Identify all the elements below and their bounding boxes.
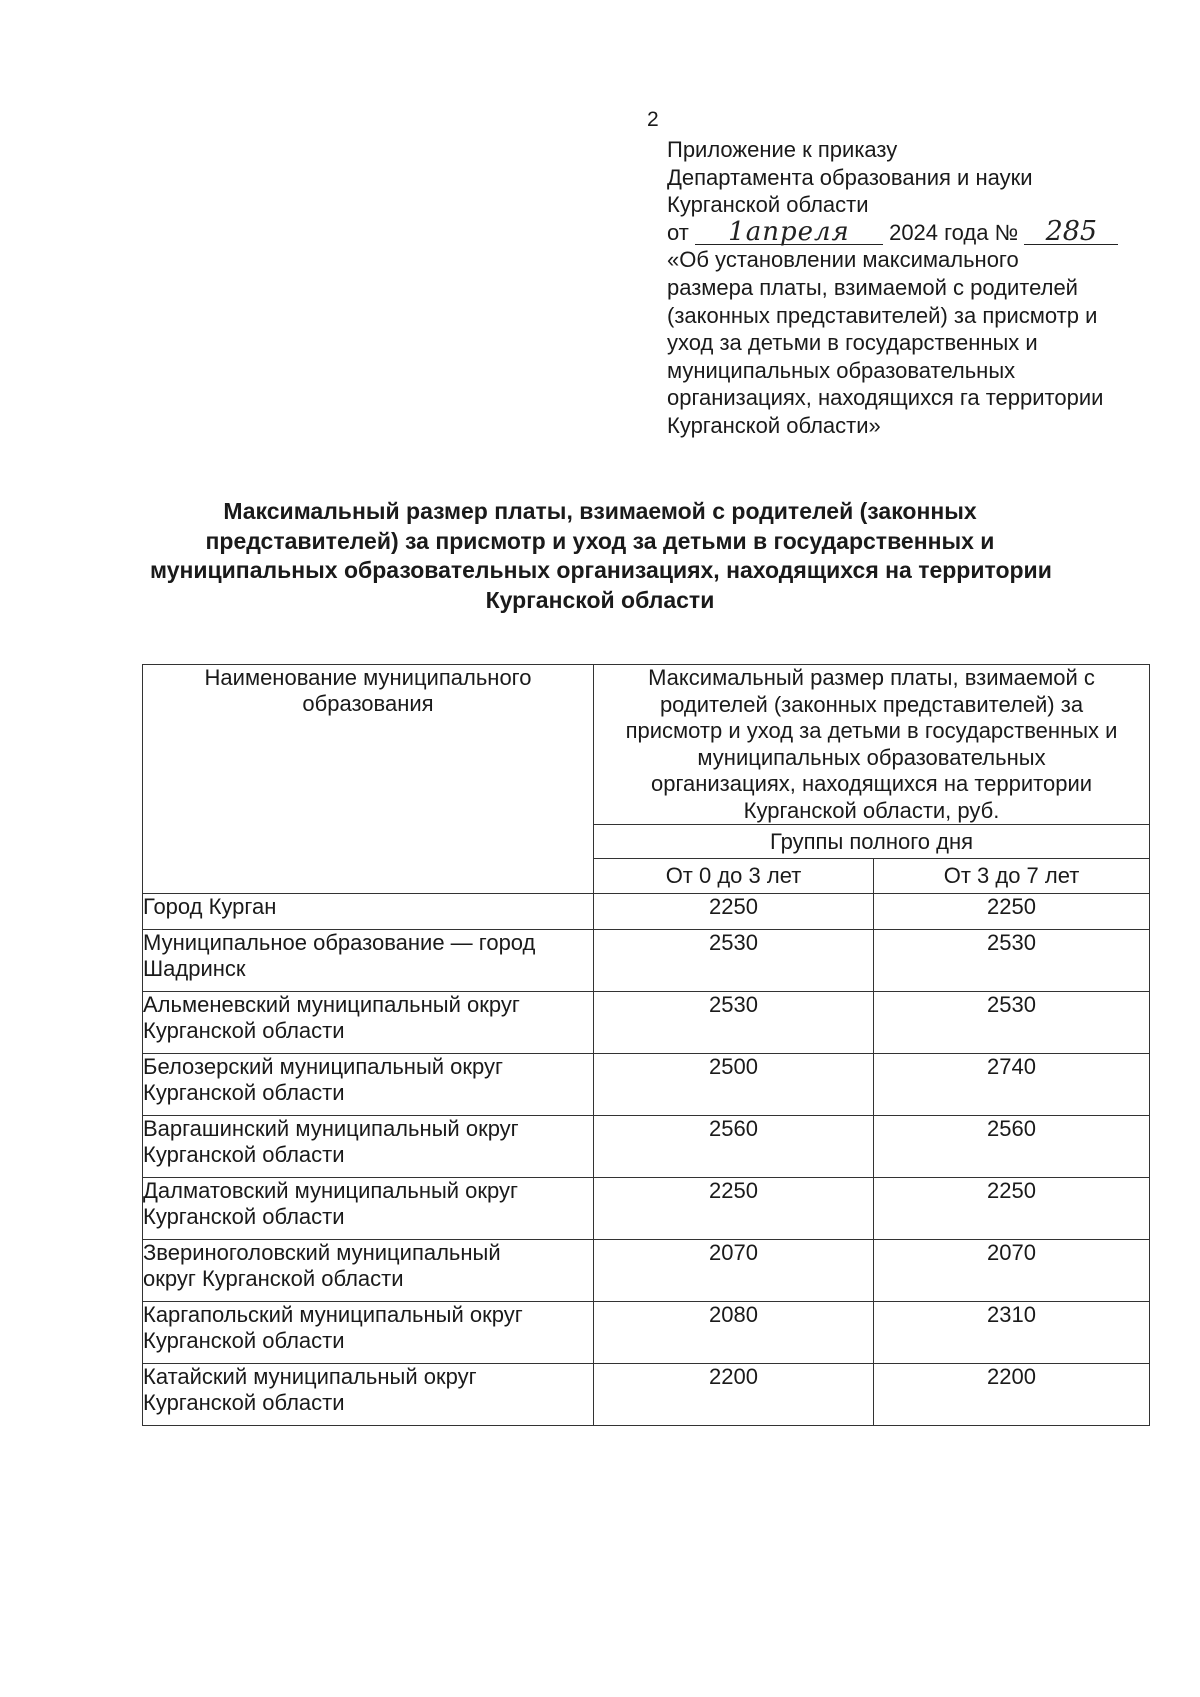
date-prefix: от bbox=[667, 219, 689, 245]
municipality-name-cell bbox=[143, 1240, 594, 1302]
order-title-line: «Об установлении максимального bbox=[667, 247, 1019, 273]
municipality-name-line: Курганской области bbox=[143, 1390, 345, 1415]
municipality-name-cell bbox=[143, 1116, 594, 1178]
municipality-name-line: Курганской области bbox=[143, 1080, 345, 1105]
municipality-name-cell bbox=[143, 992, 594, 1054]
group-header: Группы полного дня bbox=[594, 825, 1150, 859]
age-3-7-header: От 3 до 7 лет bbox=[874, 859, 1150, 894]
fee-age-3-7-cell: 2070 bbox=[874, 1240, 1150, 1302]
order-title-line: организациях, находящихся га территории bbox=[667, 385, 1104, 411]
order-date-line bbox=[667, 215, 1167, 247]
municipality-name-line: Звериноголовский муниципальный bbox=[143, 1240, 501, 1265]
fee-age-3-7-cell: 2560 bbox=[874, 1116, 1150, 1178]
fee-age-3-7-cell: 2200 bbox=[874, 1364, 1150, 1426]
municipality-name-line: Белозерский муниципальный округ bbox=[143, 1054, 504, 1079]
appendix-line-1: Приложение к приказу bbox=[667, 137, 898, 162]
table-row bbox=[143, 930, 1150, 992]
municipality-name-line: округ Курганской области bbox=[143, 1266, 404, 1291]
fee-header-line: родителей (законных представителей) за bbox=[659, 691, 1084, 717]
municipality-header-line: образования bbox=[302, 691, 434, 716]
handwritten-order-number: 285 bbox=[1024, 220, 1118, 245]
document-title-line: представителей) за присмотр и уход за детьми в государственных и bbox=[205, 527, 995, 554]
table-row bbox=[143, 1178, 1150, 1240]
year-text: 2024 года № bbox=[889, 219, 1019, 245]
municipality-name-cell bbox=[143, 1178, 594, 1240]
document-title-line: Курганской области bbox=[485, 586, 715, 613]
table-row bbox=[143, 894, 1150, 930]
fee-age-3-7-cell: 2250 bbox=[874, 1178, 1150, 1240]
municipality-name-line: Муниципальное образование — город bbox=[143, 930, 536, 955]
appendix-block bbox=[667, 136, 1167, 440]
municipality-name-line: Курганской области bbox=[143, 1142, 345, 1167]
municipality-name-line: Катайский муниципальный округ bbox=[143, 1364, 477, 1389]
fee-age-0-3-cell: 2530 bbox=[594, 992, 874, 1054]
municipality-name-line: Город Курган bbox=[143, 894, 277, 919]
table-row bbox=[143, 1302, 1150, 1364]
table-row bbox=[143, 992, 1150, 1054]
municipality-name-cell bbox=[143, 1054, 594, 1116]
fee-header-line: организациях, находящихся на территории bbox=[650, 771, 1093, 796]
fee-age-3-7-cell: 2250 bbox=[874, 894, 1150, 930]
municipality-name-cell bbox=[143, 1364, 594, 1426]
municipality-header-line: Наименование муниципального bbox=[204, 665, 532, 690]
municipality-name-cell bbox=[143, 1302, 594, 1364]
municipality-name-line: Далматовский муниципальный округ bbox=[143, 1178, 519, 1203]
municipality-name-line: Курганской области bbox=[143, 1204, 345, 1229]
municipality-name-cell bbox=[143, 930, 594, 992]
fee-age-0-3-cell: 2250 bbox=[594, 894, 874, 930]
document-title-line: Максимальный размер платы, взимаемой с родителей (законных bbox=[223, 498, 977, 524]
order-title-line: муниципальных образовательных bbox=[667, 357, 1016, 383]
table-row bbox=[143, 1364, 1150, 1426]
order-title-line: размера платы, взимаемой с родителей bbox=[667, 274, 1078, 300]
age-0-3-header: От 0 до 3 лет bbox=[594, 859, 874, 894]
appendix-line-2: Департамента образования и науки bbox=[667, 164, 1033, 190]
fee-age-0-3-cell: 2530 bbox=[594, 930, 874, 992]
handwritten-date: 1апреля bbox=[695, 220, 883, 245]
municipality-name-line: Курганской области bbox=[143, 1328, 345, 1353]
fee-header-line: Курганской области, руб. bbox=[743, 797, 1000, 823]
document-title-line: муниципальных образовательных организациях, находящихся на территории bbox=[150, 557, 1052, 583]
page-number: 2 bbox=[647, 108, 659, 131]
table-row bbox=[143, 1116, 1150, 1178]
fee-header-line: присмотр и уход за детьми в государственных и bbox=[625, 718, 1118, 743]
fee-age-3-7-cell: 2310 bbox=[874, 1302, 1150, 1364]
fee-age-0-3-cell: 2070 bbox=[594, 1240, 874, 1302]
fee-age-3-7-cell: 2530 bbox=[874, 930, 1150, 992]
municipality-name-line: Альменевский муниципальный округ bbox=[143, 992, 520, 1017]
municipality-column-header bbox=[143, 665, 594, 894]
fee-age-0-3-cell: 2560 bbox=[594, 1116, 874, 1178]
fee-header-line: муниципальных образовательных bbox=[697, 744, 1046, 770]
fee-age-3-7-cell: 2530 bbox=[874, 992, 1150, 1054]
order-title-line: (законных представителей) за присмотр и bbox=[667, 302, 1098, 328]
municipality-name-line: Варгашинский муниципальный округ bbox=[143, 1116, 519, 1141]
order-title-line: Курганской области» bbox=[667, 412, 881, 438]
fee-age-0-3-cell: 2250 bbox=[594, 1178, 874, 1240]
fee-age-3-7-cell: 2740 bbox=[874, 1054, 1150, 1116]
fee-age-0-3-cell: 2080 bbox=[594, 1302, 874, 1364]
municipality-name-line: Курганской области bbox=[143, 1018, 345, 1043]
fee-column-header bbox=[594, 665, 1150, 825]
document-title bbox=[150, 497, 1050, 615]
fee-header-line: Максимальный размер платы, взимаемой с bbox=[648, 665, 1095, 690]
table-row bbox=[143, 1054, 1150, 1116]
fee-age-0-3-cell: 2200 bbox=[594, 1364, 874, 1426]
municipality-name-line: Шадринск bbox=[143, 956, 246, 981]
fee-age-0-3-cell: 2500 bbox=[594, 1054, 874, 1116]
municipality-name-cell bbox=[143, 894, 594, 930]
order-title-line: уход за детьми в государственных и bbox=[667, 330, 1038, 356]
table-row bbox=[143, 1240, 1150, 1302]
municipality-name-line: Каргапольский муниципальный округ bbox=[143, 1302, 523, 1327]
fee-table bbox=[142, 664, 1150, 1426]
appendix-line-3: Курганской области bbox=[667, 192, 869, 218]
